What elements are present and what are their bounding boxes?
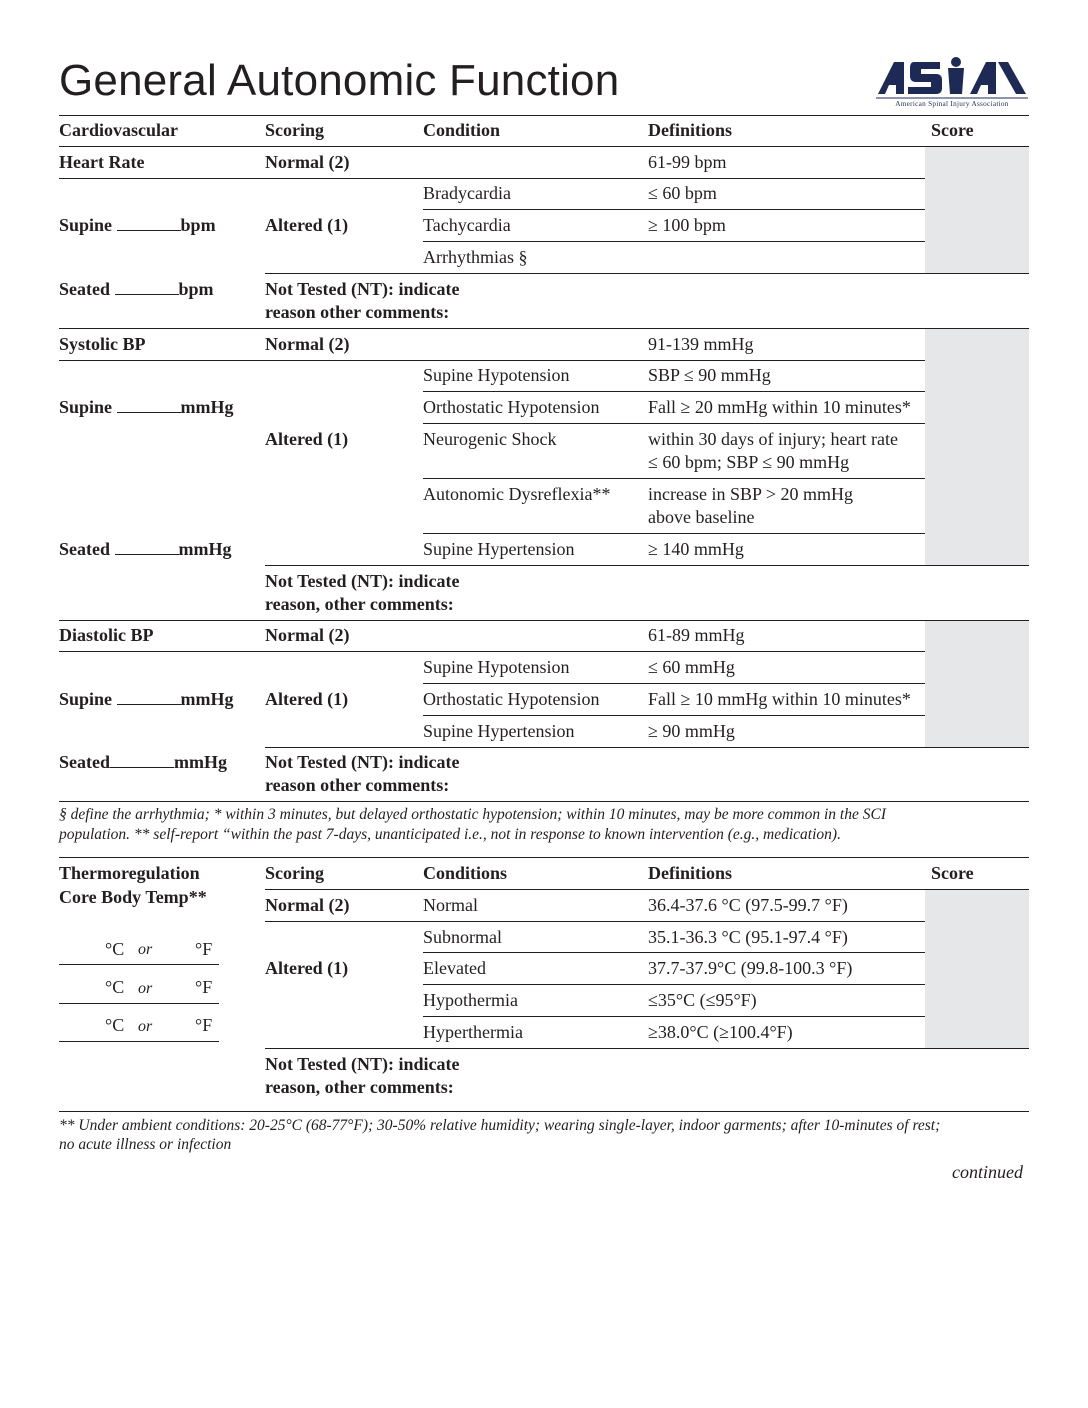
thermo-def-elevated: 37.7-37.9°C (99.8-100.3 °F): [648, 958, 853, 978]
thermo-def-subnormal: 35.1-36.3 °C (95.1-97.4 °F): [648, 927, 848, 947]
fahrenheit-unit: °F: [195, 939, 213, 959]
heart-rate-label: Heart Rate: [59, 152, 145, 172]
thermo-label: Thermoregulation: [59, 863, 200, 883]
condition-bradycardia: Bradycardia: [423, 183, 511, 203]
heart-rate-seated-blank[interactable]: [115, 280, 179, 295]
systolic-normal-def: 91-139 mmHg: [648, 334, 754, 354]
condition-orthostatic-hypotension: Orthostatic Hypotension: [423, 397, 600, 417]
thermo-def-hypothermia: ≤35°C (≤95°F): [648, 990, 757, 1010]
diastolic-condition-supine-hypertension: Supine Hypertension: [423, 721, 575, 741]
svg-text:American Spinal Injury Associa: American Spinal Injury Association: [895, 100, 1009, 108]
header-scoring: Scoring: [265, 120, 325, 140]
diastolic-def-orthostatic-hypotension: Fall ≥ 10 mmHg within 10 minutes*: [648, 689, 911, 709]
condition-tachycardia: Tachycardia: [423, 215, 511, 235]
thermo-def-hyperthermia: ≥38.0°C (≥100.4°F): [648, 1022, 793, 1042]
systolic-supine-field[interactable]: Supine mmHg: [59, 397, 234, 417]
systolic-normal: Normal (2): [265, 334, 350, 354]
diastolic-supine-field[interactable]: Supine mmHg: [59, 689, 234, 709]
cardio-footnote-line2: population. ** self-report “within the past 7-days, unanticipated i.e., not in response to known intervention (e.g., medication).: [59, 826, 841, 843]
thermo-condition-hyperthermia: Hyperthermia: [423, 1022, 523, 1042]
condition-neurogenic-shock: Neurogenic Shock: [423, 429, 557, 449]
asia-logo-icon: [874, 56, 1030, 108]
heart-rate-normal-def: 61-99 bpm: [648, 152, 727, 172]
continued-label: continued: [952, 1162, 1023, 1182]
diastolic-seated-blank[interactable]: [110, 753, 174, 768]
thermo-header-scoring: Scoring: [265, 863, 325, 883]
systolic-not-tested-line2: reason, other comments:: [265, 594, 454, 614]
diastolic-label: Diastolic BP: [59, 625, 154, 645]
heart-rate-supine-field[interactable]: Supine bpm: [59, 215, 216, 235]
fahrenheit-unit: °F: [195, 977, 213, 997]
thermo-condition-hypothermia: Hypothermia: [423, 990, 518, 1010]
cardio-footnote-line1: § define the arrhythmia; * within 3 minutes, but delayed orthostatic hypotension; within 10 minutes, may be more common in the SCI: [59, 806, 886, 823]
header-cardiovascular: Cardiovascular: [59, 120, 178, 140]
thermo-footnote-line1: ** Under ambient conditions: 20-25°C (68-77°F); 30-50% relative humidity; wearing single-layer, indoor garments; after 10-minutes of rest;: [59, 1117, 941, 1134]
def-neurogenic-shock-line1: within 30 days of injury; heart rate: [648, 429, 898, 449]
diastolic-condition-orthostatic-hypotension: Orthostatic Hypotension: [423, 689, 600, 709]
thermo-footnote-line2: no acute illness or infection: [59, 1136, 232, 1153]
diastolic-altered: Altered (1): [265, 689, 349, 709]
thermo-condition-normal: Normal: [423, 895, 478, 915]
heart-rate-normal: Normal (2): [265, 152, 350, 172]
systolic-altered: Altered (1): [265, 429, 349, 449]
diastolic-not-tested-line2: reason other comments:: [265, 775, 450, 795]
thermo-header-conditions: Conditions: [423, 863, 508, 883]
celsius-unit: °C: [105, 939, 125, 959]
fahrenheit-unit: °F: [195, 1015, 213, 1035]
def-supine-hypertension: ≥ 140 mmHg: [648, 539, 744, 559]
def-orthostatic-hypotension: Fall ≥ 20 mmHg within 10 minutes*: [648, 397, 911, 417]
heart-rate-score-cell[interactable]: [925, 147, 1029, 273]
or-label: or: [138, 941, 153, 958]
diastolic-normal: Normal (2): [265, 625, 350, 645]
celsius-unit: °C: [105, 977, 125, 997]
header-condition: Condition: [423, 120, 501, 140]
condition-autonomic-dysreflexia: Autonomic Dysreflexia**: [423, 484, 611, 504]
asia-logo: [874, 56, 1030, 108]
systolic-supine-blank[interactable]: [117, 398, 181, 413]
thermo-header-score: Score: [931, 863, 974, 883]
thermo-condition-elevated: Elevated: [423, 958, 486, 978]
def-neurogenic-shock-line2: ≤ 60 bpm; SBP ≤ 90 mmHg: [648, 452, 850, 472]
diastolic-def-supine-hypertension: ≥ 90 mmHg: [648, 721, 735, 741]
thermo-condition-subnormal: Subnormal: [423, 927, 502, 947]
def-autonomic-dysreflexia-line1: increase in SBP > 20 mmHg: [648, 484, 853, 504]
header-definitions: Definitions: [648, 120, 733, 140]
systolic-label: Systolic BP: [59, 334, 146, 354]
heart-rate-seated-field[interactable]: Seated bpm: [59, 279, 214, 299]
condition-arrhythmias: Arrhythmias §: [423, 247, 528, 267]
thermo-header-definitions: Definitions: [648, 863, 733, 883]
thermo-normal: Normal (2): [265, 895, 350, 915]
systolic-not-tested-line1: Not Tested (NT): indicate: [265, 571, 460, 591]
celsius-unit: °C: [105, 1015, 125, 1035]
heart-rate-altered: Altered (1): [265, 215, 349, 235]
systolic-score-cell[interactable]: [925, 329, 1029, 565]
or-label: or: [138, 1018, 153, 1035]
def-supine-hypotension: SBP ≤ 90 mmHg: [648, 365, 771, 385]
diastolic-supine-blank[interactable]: [117, 690, 181, 705]
def-tachycardia: ≥ 100 bpm: [648, 215, 726, 235]
thermo-altered: Altered (1): [265, 958, 349, 978]
def-bradycardia: ≤ 60 bpm: [648, 183, 717, 203]
diastolic-seated-field[interactable]: Seated mmHg: [59, 752, 227, 772]
thermo-not-tested-line1: Not Tested (NT): indicate: [265, 1054, 460, 1074]
condition-supine-hypertension: Supine Hypertension: [423, 539, 575, 559]
systolic-seated-blank[interactable]: [115, 540, 179, 555]
thermo-score-cell[interactable]: [925, 890, 1029, 1048]
page-title: General Autonomic Function: [59, 56, 620, 105]
systolic-seated-field[interactable]: Seated mmHg: [59, 539, 232, 559]
diastolic-not-tested-line1: Not Tested (NT): indicate: [265, 752, 460, 772]
diastolic-def-supine-hypotension: ≤ 60 mmHg: [648, 657, 735, 677]
header-score: Score: [931, 120, 974, 140]
def-autonomic-dysreflexia-line2: above baseline: [648, 507, 755, 527]
diastolic-condition-supine-hypotension: Supine Hypotension: [423, 657, 570, 677]
heart-rate-supine-blank[interactable]: [117, 216, 181, 231]
heart-rate-not-tested-line2: reason other comments:: [265, 302, 450, 322]
condition-supine-hypotension: Supine Hypotension: [423, 365, 570, 385]
heart-rate-not-tested-line1: Not Tested (NT): indicate: [265, 279, 460, 299]
thermo-def-normal: 36.4-37.6 °C (97.5-99.7 °F): [648, 895, 848, 915]
core-body-temp-label: Core Body Temp**: [59, 887, 207, 907]
diastolic-normal-def: 61-89 mmHg: [648, 625, 745, 645]
or-label: or: [138, 980, 153, 997]
thermo-not-tested-line2: reason, other comments:: [265, 1077, 454, 1097]
diastolic-score-cell[interactable]: [925, 621, 1029, 747]
